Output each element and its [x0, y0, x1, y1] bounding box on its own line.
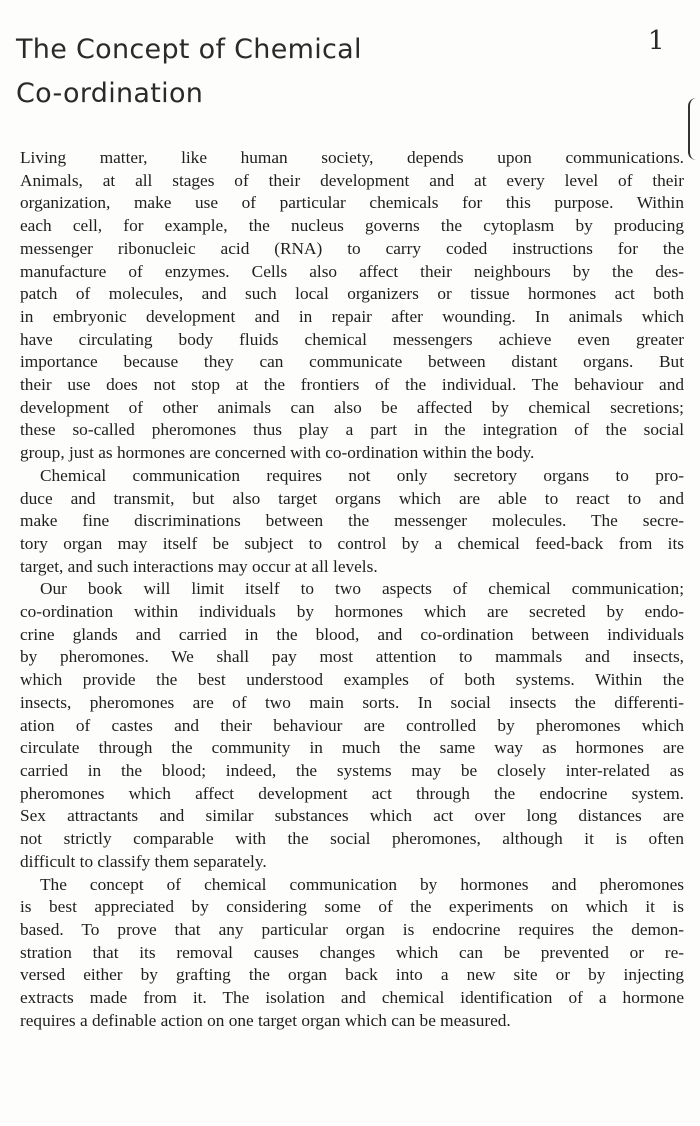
chapter-title: [16, 28, 362, 116]
chapter-title-line-2: Co-ordination: [16, 78, 204, 109]
chapter-number: 1: [648, 26, 665, 56]
text-line: each cell, for example, the nucleus governs the cytoplasm by producing: [20, 216, 684, 236]
text-line: target, and such interactions may occur at all levels.: [20, 556, 378, 576]
text-line: manufacture of enzymes. Cells also affect their neighbours by the des-: [20, 261, 684, 281]
text-line: Sex attractants and similar substances which act over long distances are: [20, 806, 684, 826]
chapter-title-line-1: The Concept of Chemical: [16, 34, 362, 65]
text-line: requires a definable action on one target organ which can be measured.: [20, 1010, 511, 1030]
paragraph: [20, 874, 684, 1033]
text-line: these so-called pheromones thus play a part in the integration of the social: [20, 420, 684, 440]
text-line: duce and transmit, but also target organs which are able to react to and: [20, 488, 684, 508]
text-line: Animals, at all stages of their development and at every level of their: [20, 170, 684, 190]
text-line: ation of castes and their behaviour are controlled by pheromones which: [20, 715, 684, 735]
text-line: co-ordination within individuals by hormones which are secreted by endo-: [20, 602, 684, 622]
text-line: circulate through the community in much the same way as hormones are: [20, 738, 684, 758]
text-line: stration that its removal causes changes which can be prevented or re-: [20, 942, 684, 962]
paragraph: [20, 465, 684, 579]
text-line: Our book will limit itself to two aspects of chemical communication;: [40, 579, 684, 599]
text-line: crine glands and carried in the blood, and co-ordination between individuals: [20, 624, 684, 644]
text-line: Chemical communication requires not only secretory organs to pro-: [40, 465, 684, 485]
body-text: [20, 147, 684, 1032]
text-line: is best appreciated by considering some of the experiments on which it is: [20, 897, 684, 917]
text-line: pheromones which affect development act through the endocrine system.: [20, 783, 684, 803]
text-line: in embryonic development and in repair after wounding. In animals which: [20, 306, 684, 326]
text-line: extracts made from it. The isolation and chemical identification of a hormone: [20, 988, 684, 1008]
text-line: organization, make use of particular chemicals for this purpose. Within: [20, 193, 684, 213]
text-line: which provide the best understood examples of both systems. Within the: [20, 670, 684, 690]
text-line: make fine discriminations between the messenger molecules. The secre-: [20, 511, 684, 531]
text-line: insects, pheromones are of two main sorts. In social insects the differenti-: [20, 692, 684, 712]
text-line: versed either by grafting the organ back into a new site or by injecting: [20, 965, 684, 985]
text-line: importance because they can communicate between distant organs. But: [20, 352, 684, 372]
text-line: development of other animals can also be affected by chemical secretions;: [20, 397, 684, 417]
text-line: messenger ribonucleic acid (RNA) to carry coded instructions for the: [20, 238, 684, 258]
text-line: based. To prove that any particular organ is endocrine requires the demon-: [20, 919, 684, 939]
text-line: have circulating body fluids chemical messengers achieve even greater: [20, 329, 684, 349]
text-line: difficult to classify them separately.: [20, 851, 267, 871]
page-edge-mark: [688, 98, 698, 160]
text-line: patch of molecules, and such local organizers or tissue hormones act both: [20, 284, 684, 304]
text-line: not strictly comparable with the social pheromones, although it is often: [20, 829, 684, 849]
text-line: their use does not stop at the frontiers of the individual. The behaviour and: [20, 375, 684, 395]
text-line: carried in the blood; indeed, the systems may be closely inter-related as: [20, 760, 684, 780]
text-line: group, just as hormones are concerned with co-ordination within the body.: [20, 443, 535, 463]
paragraph: [20, 147, 684, 465]
text-line: tory organ may itself be subject to control by a chemical feed-back from its: [20, 533, 684, 553]
paragraph: [20, 578, 684, 873]
text-line: by pheromones. We shall pay most attention to mammals and insects,: [20, 647, 684, 667]
text-line: Living matter, like human society, depends upon communications.: [20, 148, 684, 167]
text-line: The concept of chemical communication by hormones and pheromones: [40, 874, 684, 894]
